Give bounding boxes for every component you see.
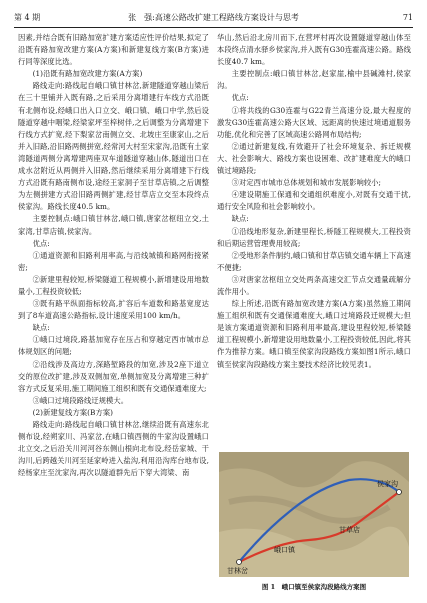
map-label-ekou: 峨口镇	[274, 546, 295, 554]
left-column	[18, 32, 209, 479]
paragraph: 因素,并结合既有旧路加宽扩建方案适应性评价结果,拟定了沿既有路加宽改建方案(A方案)和新建复线方案(B方案)进行同等深度比选。	[18, 33, 209, 67]
page-number: 71	[402, 13, 413, 22]
list-item: ①将共线的G30连霍与G22青兰高速分设,最大程度的激发G30连霍高速公路大区域、远距离的快速过境通道服务功能,优化和完善了区域高速公路网布局结构;	[217, 105, 411, 139]
list-heading: 缺点:	[231, 214, 249, 224]
list-item: ③既有路平纵面指标较高,扩容后车道数和路基宽度达到了8车道高速公路指标,设计速度采用100 km/h。	[18, 299, 209, 321]
list-item: ①峨口过境段,路基加宽存在压占和穿越定西市城市总体规划区的问题;	[18, 335, 209, 357]
list-item: ④建设期施工保通和交通组织难度小,对既有交通干扰,通行安全风险和社会影响较小。	[217, 190, 411, 212]
paragraph: 主要控制点:峨口镇甘林岔,峨口镇,唐家岔枢纽立交,土家湾,甘草店镇,侯家沟。	[18, 214, 209, 236]
list-item: ②新建里程较短,桥梁隧道工程规模小,新增建设用地数量小,工程投资较低;	[18, 274, 209, 296]
map-label-ganlincha: 甘林岔	[227, 567, 248, 575]
section-heading: (2)新建复线方案(B方案)	[32, 407, 114, 417]
issue-number: 第 4 期	[14, 13, 41, 22]
paragraph: 综上所述,沿既有路加宽改建方案(A方案)虽然施工期间施工组织和既有交通保通难度大,峨口过境路段迁规模大;但是该方案通道资源和旧路利用率最高,建设里程较短,桥梁隧道工程规模小,新增建设用地数量小,工程投资较低,因此,将其作为推荐方案。峨口镇至侯家沟段路线方案如图1所示,峨口镇至侯家沟段路线方案主要技术经济比较见表1。	[217, 299, 411, 369]
list-heading: 缺点:	[32, 323, 50, 333]
list-item: ③对唐家岔枢纽立交处两条高速交汇节点交通量疏解分流作用小。	[217, 274, 411, 296]
section-heading: (1)沿既有路加宽改建方案(A方案)	[32, 69, 143, 79]
page-header	[14, 10, 413, 26]
list-item: ①沿线地形复杂,新建里程长,桥隧工程规模大,工程投资和后期运营管理费用较高;	[217, 226, 411, 248]
list-heading: 优点:	[32, 238, 50, 248]
route-map-figure	[219, 452, 409, 577]
list-item: ②受地形条件制约,峨口镇和甘草店镇交通车辆上下高速不便捷;	[217, 250, 411, 272]
end-point-marker	[397, 490, 402, 495]
running-title: 张 强:高速公路改扩建工程路线方案设计与思考	[128, 13, 299, 22]
list-item: ②通过新建复线,有效避开了社会环境复杂、拆迁规模大、社会影响大、路线方案也设困难、改扩建难度大的峨口镇过境路段;	[217, 141, 411, 176]
list-item: ①通道资源和旧路利用率高,与沿线城镇和路网衔接紧密;	[18, 250, 209, 272]
list-heading: 优点:	[231, 93, 249, 103]
list-item: ③对定西市城市总体规划和城市发展影响较小;	[231, 178, 382, 188]
header-rule	[14, 27, 413, 28]
list-item: ③峨口过境段路线迂规模大。	[32, 395, 129, 405]
list-item: ②沿线涉及高边方,深路堑路段的加宽,涉及2座下道立交的原位改扩建,涉及双侧加宽,单侧加宽及分离增建三种扩容方式反复采用,施工期间施工组织和既有交通保通难度大;	[18, 359, 209, 393]
paragraph: 主要控制点:峨口镇甘林岔,赵家崖,榆中县碱滩村,侯家沟。	[217, 69, 411, 91]
map-label-houjiagou: 侯家沟	[377, 480, 398, 488]
right-column	[217, 32, 411, 371]
paragraph: 路线走向:路线起自峨口镇甘林岔,新建隧道穿越山梁后在三十里铺并入既有路,之后采用分离增建行车线方式沿既有北侧布设,经峨口出入口立交、峨口镇、峨口中学,然后设隧道穿越中咽梁,经梁家坪至梓树伴,之后调整为分离增建下行线方式扩宽,经下梨家岔南侧立交、北坡庄至康家山,之后并入旧路,沿旧路两侧拼宽,经常河大村至宋家沟,沿既有土家湾隧道两侧分离增建两座双车道隧道穿越山体,隧道出口在成水岔附近从两侧并入旧路,然后继续采用分离增建下行线方式沿既有路南侧布设,途经王家洞子至甘草店镇,之后调整为左侧拼建方式沿旧路两侧扩建,经甘草店立交至本段终点侯家沟。路线长度40.5 km。	[18, 81, 209, 212]
map-label-gancaodian: 甘草店	[339, 526, 360, 534]
route-map	[219, 452, 409, 577]
figure-caption: 图 1 峨口镇至侯家沟段路线方案图	[261, 583, 367, 591]
paragraph: 路线走向:路线起自峨口镇甘林岔,继续沿既有高速东北侧布设,经朔家川、冯家岔,在峨口镇西侧的牛家沟设置峨口北立交,之后沿关川河河谷东侧山根向北布设,经岳家城、干沟川,后跨越关川河至延家岭进入盐沟,利用沿沟库台地布设,经杨家庄至沈家沟,再次以隧道群先后下穿大湾梁、南	[18, 420, 209, 478]
paragraph: 华山,然后沿北房川而下,在营坪村再次设置隧道穿越山体至本段终点清水驿乡侯家沟,并入既有G30连霍高速公路。路线长度40.7 km。	[217, 33, 411, 67]
start-point-marker	[237, 560, 242, 565]
